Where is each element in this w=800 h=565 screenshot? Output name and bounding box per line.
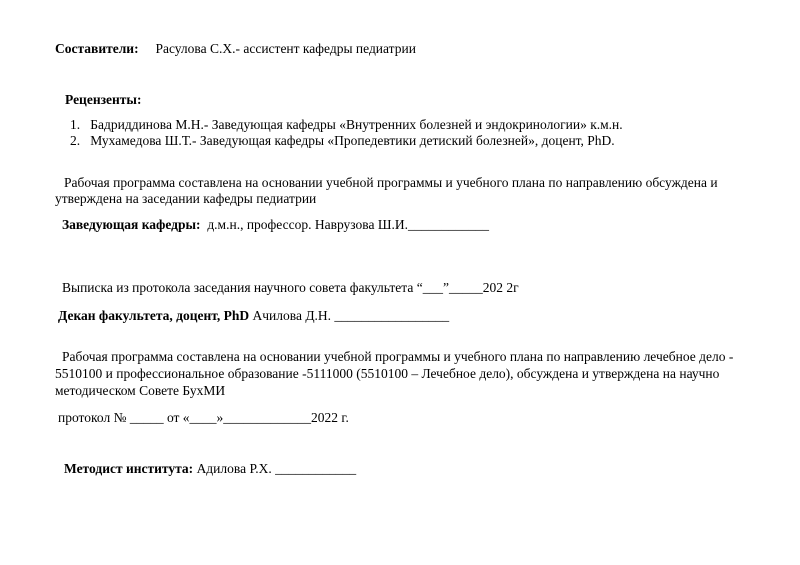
reviewer-item-number: 1. <box>70 117 81 132</box>
dean-text: Ачилова Д.Н. _________________ <box>252 308 450 323</box>
head-of-department-line <box>62 216 489 234</box>
reviewer-item <box>70 132 615 150</box>
head-of-department-label: Заведующая кафедры: <box>62 217 201 232</box>
dean-label: Декан факультета, доцент, PhD <box>58 308 250 323</box>
reviewers-heading: Рецензенты: <box>65 92 142 107</box>
program-note-1-line2: утверждена на заседании кафедры педиатрии <box>55 191 317 206</box>
program-note-1-line1: Рабочая программа составлена на основании учебной программы и учебного плана по направлению обсуждена и <box>64 175 718 190</box>
reviewer-item-number: 2. <box>70 133 81 148</box>
dean-line <box>58 307 449 325</box>
reviewer-item-text: Бадриддинова М.Н.- Заведующая кафедры «Внутренних болезней и эндокринологии» к.м.н. <box>90 117 623 132</box>
compilers-text: Расулова С.Х.- ассистент кафедры педиатрии <box>155 41 416 56</box>
methodist-label: Методист института: <box>64 461 194 476</box>
program-note-2-line1: Рабочая программа составлена на основании учебной программы и учебного плана по направлению лечебное дело - <box>62 349 734 364</box>
head-of-department-text: д.м.н., профессор. Наврузова Ш.И.____________ <box>207 217 489 232</box>
methodist-text: Адилова Р.Х. ____________ <box>196 461 357 476</box>
protocol-line: протокол № _____ от «____»_____________2022 г. <box>58 410 349 425</box>
reviewer-item-text: Мухамедова Ш.Т.- Заведующая кафедры «Пропедевтики детиский болезней», доцент, PhD. <box>90 133 615 148</box>
compilers-line <box>55 40 416 58</box>
methodist-line <box>64 460 356 478</box>
compilers-label: Составители: <box>55 41 139 56</box>
program-note-2-line2: 5510100 и профессиональное образование -5111000 (5510100 – Лечебное дело), обсуждена и утверждена на научно <box>55 366 720 381</box>
program-note-2-line3: методическом Совете БухМИ <box>55 383 226 398</box>
protocol-extract-line: Выписка из протокола заседания научного совета факультета “___”_____202 2г <box>62 280 519 295</box>
